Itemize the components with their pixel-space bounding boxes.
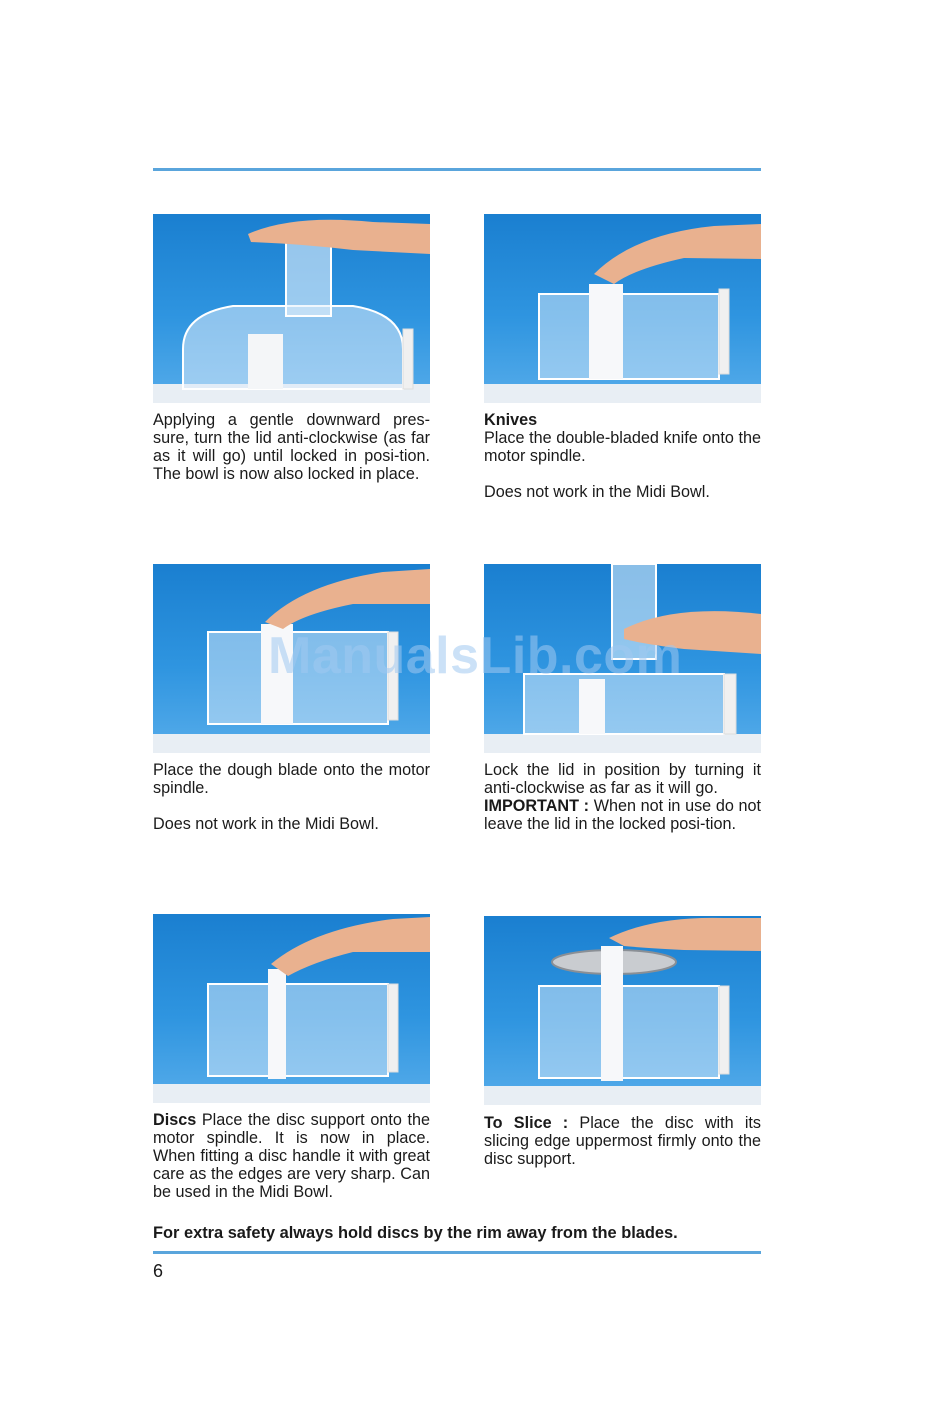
caption-knife: [484, 411, 761, 501]
caption-text: Applying a gentle downward pres-sure, turn the lid anti-clockwise (as far as it will go) until locked in posi-tion. The bowl is now also locked in place.: [153, 411, 430, 483]
caption-slicing-disc: [484, 1114, 761, 1168]
page-number: 6: [153, 1261, 164, 1281]
important-text: When not in use do not leave the lid in the locked posi-tion.: [484, 797, 761, 833]
caption-dough-blade: [153, 761, 430, 833]
important-label: IMPORTANT :: [484, 797, 590, 815]
bottom-rule: [153, 1251, 761, 1254]
photo-slicing-disc: [484, 916, 761, 1105]
heading-discs: Discs: [153, 1111, 197, 1129]
caption-note: Does not work in the Midi Bowl.: [484, 483, 710, 501]
safety-note: For extra safety always hold discs by the rim away from the blades.: [153, 1224, 678, 1242]
photo-lid-locking: [153, 214, 430, 403]
caption-note: Does not work in the Midi Bowl.: [153, 815, 379, 833]
photo-knife: [484, 214, 761, 403]
caption-text: Place the disc with its slicing edge uppermost firmly onto the disc support.: [484, 1114, 762, 1168]
caption-text: Place the dough blade onto the motor spindle.: [153, 761, 430, 797]
caption-disc-support: [153, 1111, 430, 1201]
photo-disc-support: [153, 914, 430, 1103]
heading-knives: Knives: [484, 411, 538, 429]
caption-text: Place the disc support onto the motor spindle. It is now in place. When fitting a disc handle it with great care as the edges are very sharp. Can be used in the Midi Bowl.: [153, 1111, 430, 1201]
heading-to-slice: To Slice :: [484, 1114, 569, 1132]
caption-lid-locking: [153, 411, 430, 483]
watermark: ManualsLib.com: [268, 627, 683, 685]
top-rule: [153, 168, 761, 171]
caption-lock-lid: [484, 761, 761, 833]
caption-text: Lock the lid in position by turning it anti-clockwise as far as it will go.: [484, 761, 761, 797]
caption-text: Place the double-bladed knife onto the motor spindle.: [484, 429, 761, 465]
